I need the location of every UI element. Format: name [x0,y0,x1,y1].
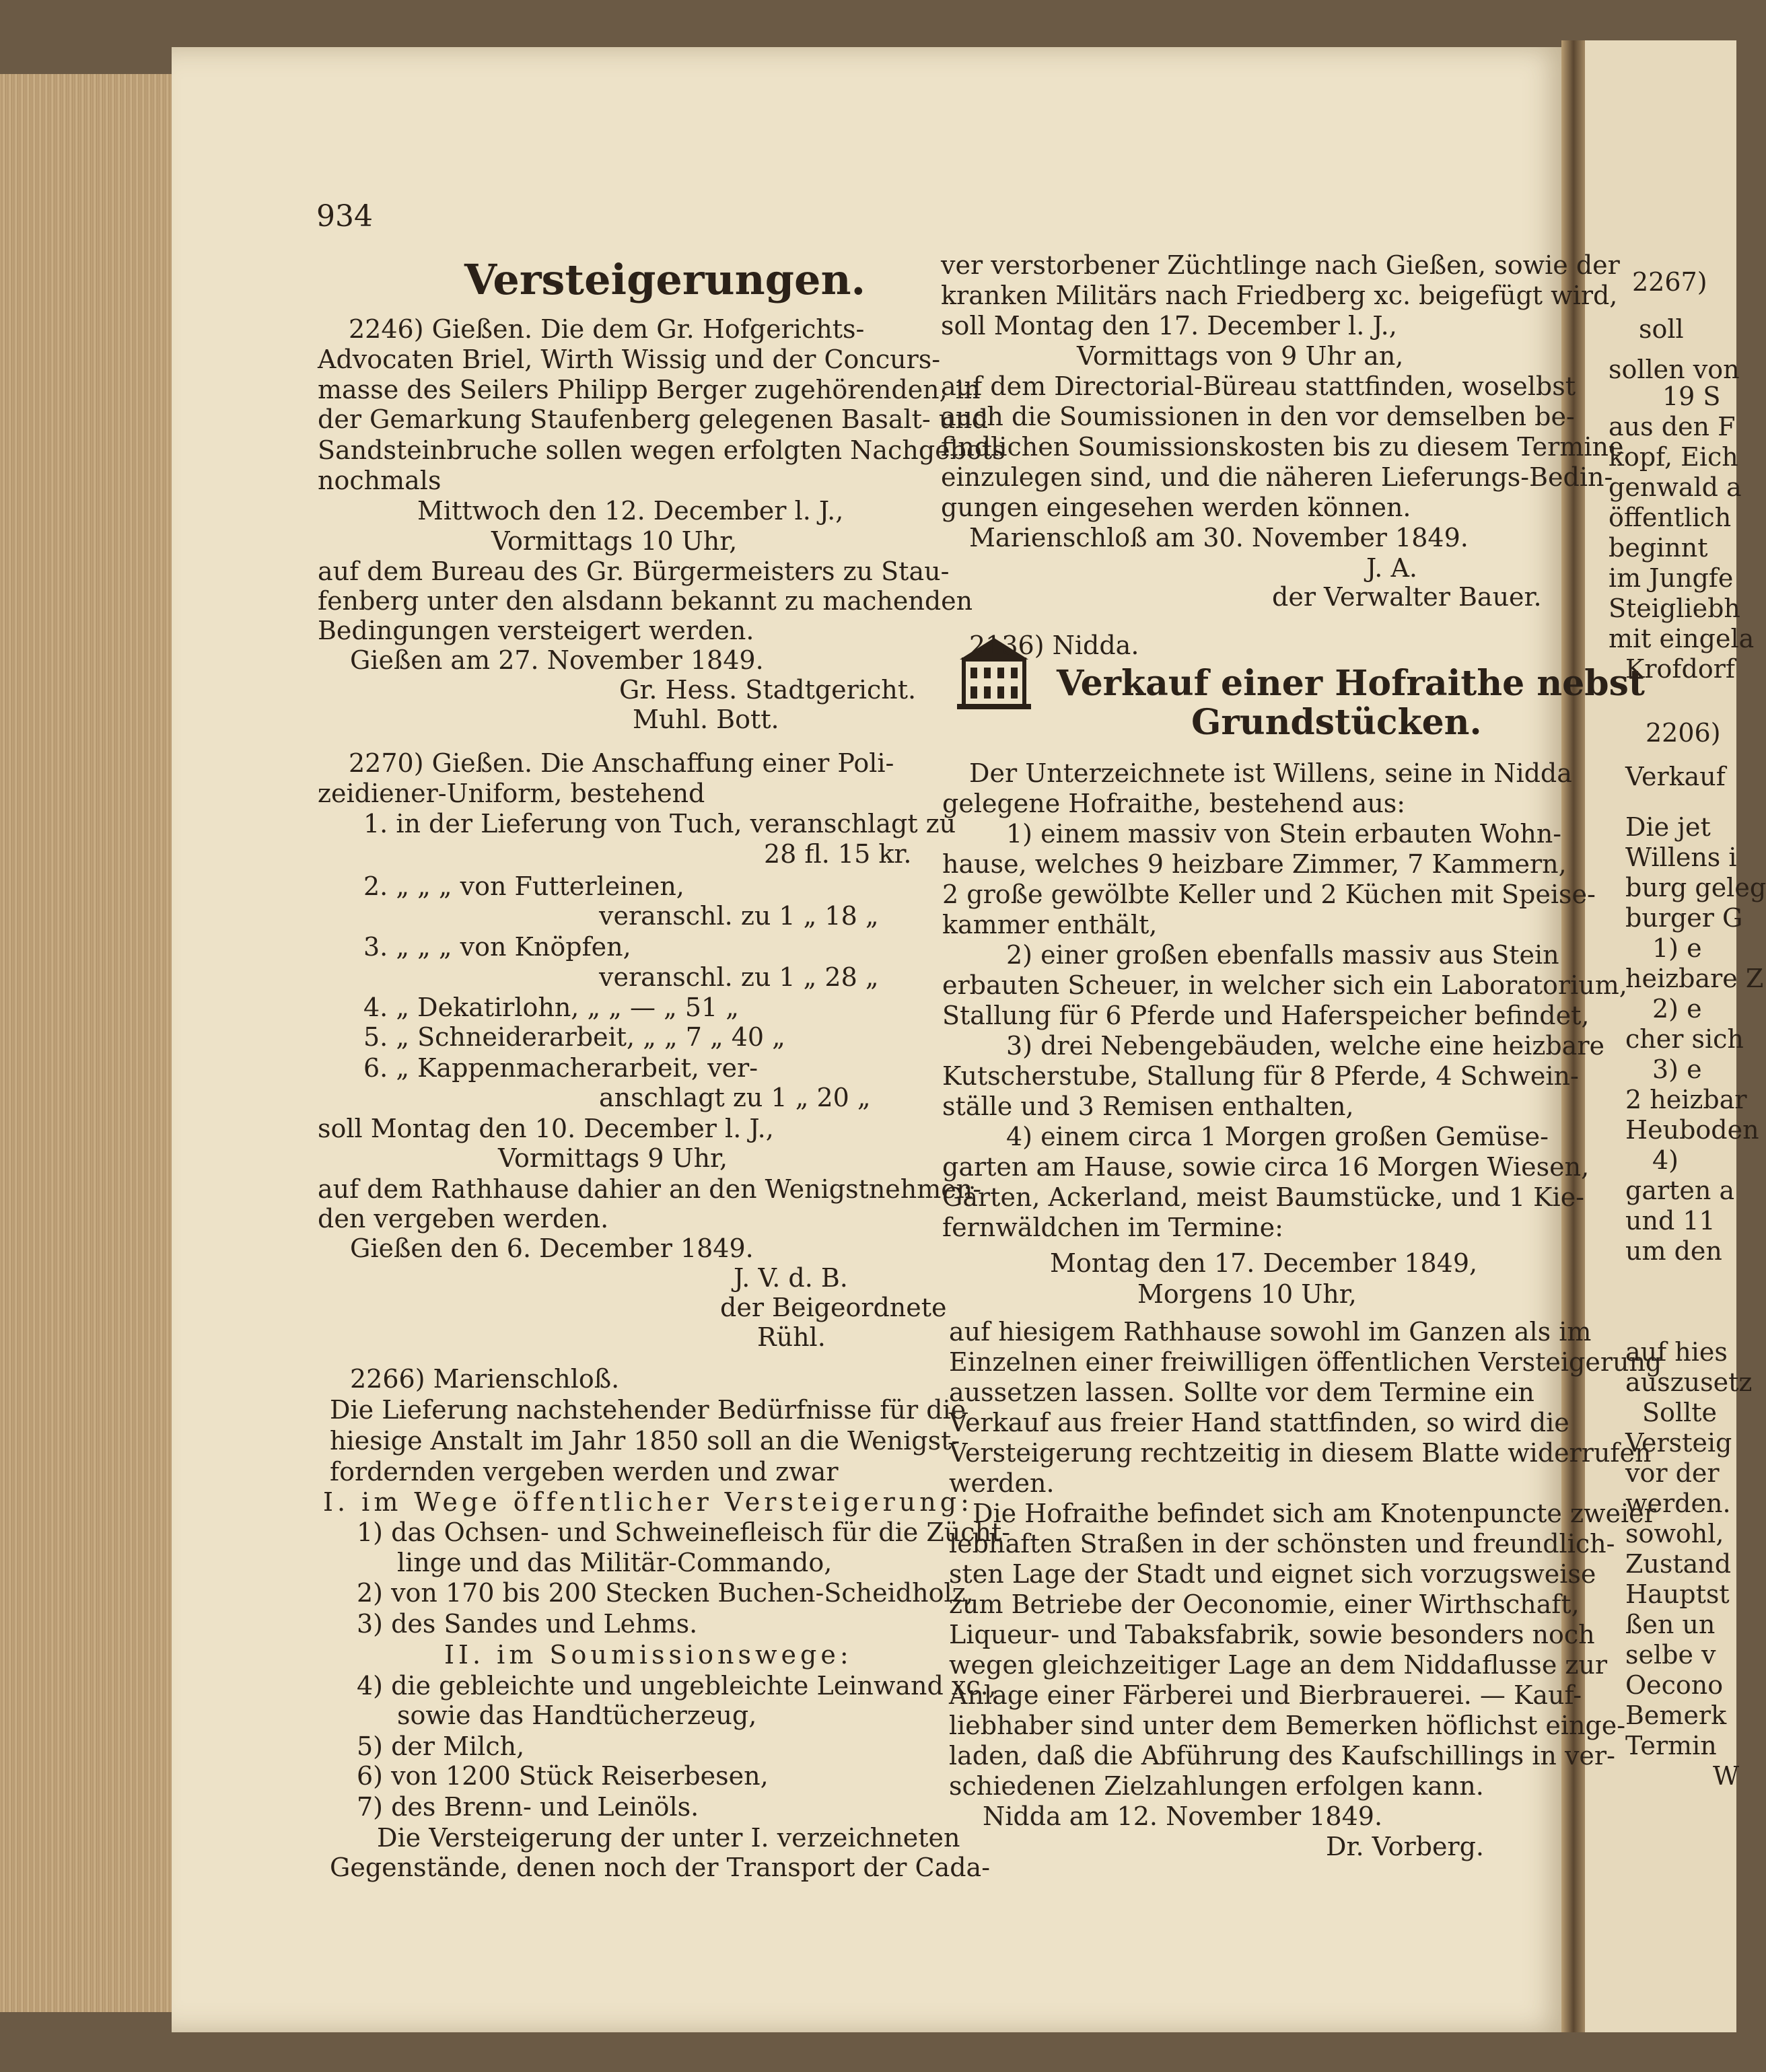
column2-text-line: ställe und 3 Remisen enthalten, [942,1092,1354,1121]
column1-text-line: Die Lieferung nachstehender Bedürfnisse für die [330,1395,966,1425]
next-page-text-line: Krofdorf [1625,654,1735,684]
column2-text-line: soll Montag den 17. December l. J., [941,311,1397,341]
column2-text-line: J. A. [1366,553,1417,583]
next-page-text-line: genwald a [1609,472,1742,502]
column2-text-line: Montag den 17. December 1849, [1050,1248,1478,1278]
page-number: 934 [316,199,373,234]
column1-text-line: auf dem Bureau des Gr. Bürgermeisters zu Stau- [318,557,950,586]
next-page-text-line: 1) e [1652,933,1702,963]
column2-text-line: gelegene Hofraithe, bestehend aus: [942,789,1406,818]
column1-text-line: Mittwoch den 12. December l. J., [417,496,844,526]
column2-text-line: fernwäldchen im Termine: [942,1213,1283,1242]
next-page-text-line: Hauptst [1625,1579,1730,1609]
next-page-text-line: Heuboden [1625,1115,1759,1145]
column2-text-line: Stallung für 6 Pferde und Haferspeicher befindet, [942,1001,1590,1030]
column1-text-line: 3) des Sandes und Lehms. [357,1609,698,1639]
column1-text-line: 2266) Marienschloß. [350,1364,620,1394]
column2-text-line: kammer enthält, [942,910,1158,939]
column2-text-line: lebhaften Straßen in der schönsten und freundlich- [949,1529,1615,1559]
column2-text-line: Morgens 10 Uhr, [1137,1279,1357,1309]
column1-text-line: veranschl. zu 1 „ 18 „ [599,901,879,931]
next-page-text-line: Verkauf [1625,762,1726,791]
column1-text-line: Vormittags 10 Uhr, [491,526,738,556]
column2-text-line: werden. [949,1468,1055,1498]
column1-text-line: Advocaten Briel, Wirth Wissig und der Concurs- [318,345,941,374]
column2-text-line: Die Hofraithe befindet sich am Knotenpuncte zweier [973,1499,1656,1528]
section-heading: Versteigerungen. [464,255,866,304]
next-page-text-line: werden. [1625,1489,1731,1518]
column1-text-line: Gr. Hess. Stadtgericht. [619,675,917,705]
column2-text-line: Nidda am 12. November 1849. [983,1801,1383,1831]
column2-text-line: wegen gleichzeitiger Lage an dem Niddaflusse zur [949,1650,1608,1680]
next-page-text-line: Zustand [1625,1549,1732,1579]
column1-text-line: Bedingungen versteigert werden. [318,616,754,645]
column1-text-line: 5. „ Schneiderarbeit, „ „ 7 „ 40 „ [363,1022,785,1052]
column2-text-line: garten am Hause, sowie circa 16 Morgen Wiesen, [942,1152,1590,1182]
column1-text-line: linge und das Militär-Commando, [397,1548,833,1577]
column1-text-line: den vergeben werden. [318,1204,609,1234]
column1-text-line: sowie das Handtücherzeug, [397,1701,757,1730]
next-page-text-line: Steigliebh [1609,594,1740,623]
next-page-text-line: 4) [1652,1145,1679,1175]
column1-text-line: Muhl. Bott. [633,705,779,734]
next-page-text-line: Sollte [1642,1398,1717,1427]
column2-text-line: Verkauf einer Hofraithe nebst [1057,663,1645,704]
column1-text-line: II. im Soumissionswege: [444,1640,853,1670]
column2-text-line: laden, daß die Abführung des Kaufschillings in ver- [949,1741,1615,1771]
column1-text-line: 2246) Gießen. Die dem Gr. Hofgerichts- [349,314,865,344]
next-page-text-line: 2) e [1652,994,1702,1024]
column1-text-line: 6. „ Kappenmacherarbeit, ver- [363,1053,758,1083]
column2-text-line: schiedenen Zielzahlungen erfolgen kann. [949,1771,1484,1801]
next-page-text-line: Bemerk [1625,1701,1727,1730]
column1-text-line: 2) von 170 bis 200 Stecken Buchen-Scheidholz, [357,1578,974,1608]
column1-text-line: Sandsteinbruche sollen wegen erfolgten Nachgebots [318,435,1005,465]
column1-text-line: soll Montag den 10. December l. J., [318,1114,774,1143]
next-page-text-line: Termin [1625,1731,1717,1760]
next-page-text-line: Versteig [1625,1428,1732,1458]
next-page-text-line: 2267) [1632,267,1707,297]
column2-text-line: Der Unterzeichnete ist Willens, seine in Nidda [969,758,1572,788]
column2-text-line: auf dem Directorial-Büreau stattfinden, woselbst [941,371,1576,401]
column1-text-line: Gießen am 27. November 1849. [350,645,764,675]
next-page-text-line: 19 S [1662,382,1721,411]
next-page-text-line: 3) e [1652,1055,1702,1084]
column1-text-line: 5) der Milch, [357,1731,525,1761]
column1-text-line: Die Versteigerung der unter I. verzeichneten [377,1823,960,1853]
column1-text-line: 3. „ „ „ von Knöpfen, [363,932,631,962]
column2-text-line: Marienschloß am 30. November 1849. [969,523,1469,552]
next-page-text-line: burger G [1625,903,1743,933]
column1-text-line: zeidiener-Uniform, bestehend [318,779,705,808]
column2-text-line: Grundstücken. [1191,702,1482,743]
column2-text-line: Einzelnen einer freiwilligen öffentlichen Versteigerung [949,1347,1662,1377]
column2-text-line: auch die Soumissionen in den vor demselben be- [941,402,1575,431]
next-page-text-line: mit eingela [1609,624,1755,653]
next-page-text-line: kopf, Eich [1609,442,1738,472]
column2-text-line: einzulegen sind, und die näheren Lieferungs-Bedin- [941,462,1613,492]
next-page-text-line: heizbare Z [1625,964,1764,993]
next-page-text-line: sowohl, [1625,1519,1724,1548]
column2-text-line: Verkauf aus freier Hand stattfinden, so wird die [949,1408,1569,1437]
column2-text-line: Dr. Vorberg. [1326,1832,1484,1861]
next-page-text-line: und 11 [1625,1206,1716,1236]
column2-text-line: 3) drei Nebengebäuden, welche eine heizbare [1006,1031,1604,1061]
column2-text-line: Anlage einer Färberei und Bierbrauerei. — Kauf- [949,1680,1582,1710]
column1-text-line: 1. in der Lieferung von Tuch, veranschlagt zu [363,809,956,838]
column2-text-line: Versteigerung rechtzeitig in diesem Blatte widerrufen [949,1438,1652,1468]
next-page-text-line: 2206) [1646,718,1721,748]
column1-text-line: veranschl. zu 1 „ 28 „ [599,962,879,992]
column2-text-line: findlichen Soumissionskosten bis zu diesem Termine [941,432,1624,462]
next-page-text-line: soll [1639,314,1684,344]
next-page-text-line: öffentlich [1609,503,1732,532]
column1-text-line: hiesige Anstalt im Jahr 1850 soll an die Wenigst- [330,1426,960,1456]
next-page-text-line: Die jet [1625,812,1711,842]
column2-text-line: aussetzen lassen. Sollte vor dem Termine ein [949,1378,1534,1407]
column1-text-line: Gegenstände, denen noch der Transport der Cada- [330,1853,991,1882]
next-page-text-line: vor der [1625,1458,1720,1488]
column2-text-line: liebhaber sind unter dem Bemerken höflichst einge- [949,1711,1626,1740]
next-page-text-line: im Jungfe [1609,563,1734,593]
column2-text-line: erbauten Scheuer, in welcher sich ein Laboratorium, [942,970,1627,1000]
column1-text-line: J. V. d. B. [734,1263,848,1293]
column1-text-line: Gießen den 6. December 1849. [350,1234,754,1263]
next-page-text-line: aus den F [1609,412,1736,441]
next-page-text-line: auf hies [1625,1337,1728,1367]
column1-text-line: 7) des Brenn- und Leinöls. [357,1792,699,1822]
column2-text-line: 2136) Nidda. [969,631,1139,660]
column1-text-line: 6) von 1200 Stück Reiserbesen, [357,1761,769,1791]
column2-text-line: der Verwalter Bauer. [1272,582,1542,612]
column1-text-line: nochmals [318,466,442,495]
column2-text-line: gungen eingesehen werden können. [941,493,1411,522]
column2-text-line: Kutscherstube, Stallung für 8 Pferde, 4 Schwein- [942,1061,1579,1091]
next-page-text-line: auszusetz [1625,1367,1753,1397]
next-page-text-line: cher sich [1625,1024,1744,1054]
column1-text-line: anschlagt zu 1 „ 20 „ [599,1083,871,1112]
next-page-text-line: Oecono [1625,1670,1724,1700]
column2-text-line: 2 große gewölbte Keller und 2 Küchen mit Speise- [942,880,1596,909]
column1-text-line: fordernden vergeben werden und zwar [330,1457,839,1487]
column1-text-line: Rühl. [757,1322,826,1352]
column1-text-line: 2. „ „ „ von Futterleinen, [363,871,684,901]
next-page-text-line: garten a [1625,1176,1735,1205]
next-page-text-line: W [1713,1761,1740,1791]
next-page-text-line: Willens i [1625,843,1737,872]
column2-text-line: zum Betriebe der Oeconomie, einer Wirthschaft, [949,1589,1580,1619]
column1-text-line: 4. „ Dekatirlohn, „ „ — „ 51 „ [363,993,739,1022]
column1-text-line: Vormittags 9 Uhr, [498,1143,728,1173]
next-page-text-line: 2 heizbar [1625,1085,1747,1114]
column1-text-line: 4) die gebleichte und ungebleichte Leinwand xc., [357,1671,997,1701]
book-page-edges [0,74,174,2012]
column1-text-line: masse des Seilers Philipp Berger zugehörenden, in [318,375,981,404]
column2-text-line: ver verstorbener Züchtlinge nach Gießen, sowie der [941,250,1620,280]
column2-text-line: Vormittags von 9 Uhr an, [1077,341,1404,371]
column2-text-line: 2) einer großen ebenfalls massiv aus Stein [1006,940,1559,970]
column2-text-line: Liqueur- und Tabaksfabrik, sowie besonders noch [949,1620,1595,1649]
next-page-text-line: burg geleg [1625,873,1766,902]
column2-text-line: auf hiesigem Rathhause sowohl im Ganzen als im [949,1317,1592,1347]
column2-text-line: kranken Militärs nach Friedberg xc. beigefügt wird, [941,281,1618,310]
column1-text-line: fenberg unter den alsdann bekannt zu machenden [318,586,973,616]
column2-text-line: 1) einem massiv von Stein erbauten Wohn- [1006,819,1562,849]
column1-text-line: der Beigeordnete [720,1293,947,1322]
column1-text-line: I. im Wege öffentlicher Versteigerung: [323,1487,973,1517]
column1-text-line: 2270) Gießen. Die Anschaffung einer Poli- [349,748,894,778]
next-page-text-line: um den [1625,1236,1722,1266]
next-page-text-line: beginnt [1609,533,1708,563]
column2-text-line: 4) einem circa 1 Morgen großen Gemüse- [1006,1122,1549,1151]
column2-text-line: hause, welches 9 heizbare Zimmer, 7 Kammern, [942,849,1567,879]
next-page-text-line: sollen von [1609,355,1740,384]
column2-text-line: Gärten, Ackerland, meist Baumstücke, und 1 Kie- [942,1182,1585,1212]
column1-text-line: 1) das Ochsen- und Schweinefleisch für die Zücht- [357,1517,1011,1547]
column1-text-line: auf dem Rathhause dahier an den Wenigstnehmen- [318,1174,982,1204]
column1-text-line: der Gemarkung Staufenberg gelegenen Basalt- und [318,404,989,434]
column2-text-line: sten Lage der Stadt und eignet sich vorzugsweise [949,1559,1596,1589]
next-page-text-line: ßen un [1625,1610,1716,1639]
column1-text-line: 28 fl. 15 kr. [764,839,912,869]
next-page-text-line: selbe v [1625,1640,1716,1670]
